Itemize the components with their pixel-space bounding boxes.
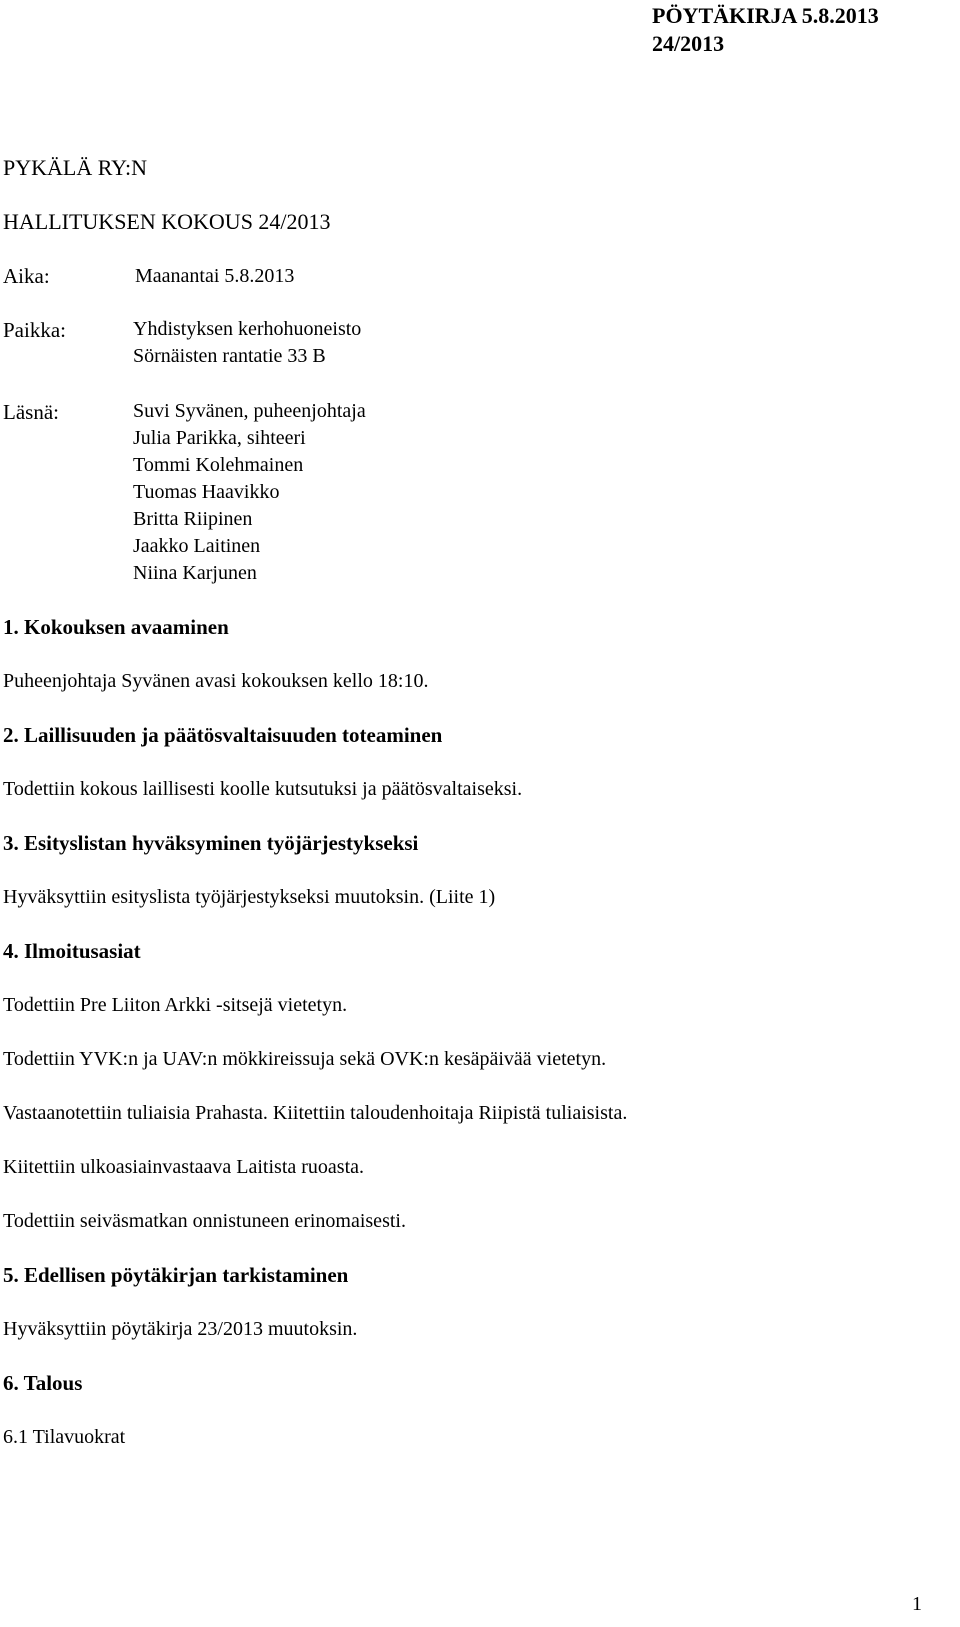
section-paragraph: Hyväksyttiin esityslista työjärjestykseksi muutoksin. (Liite 1) — [3, 886, 496, 908]
attendee: Tuomas Haavikko — [133, 481, 280, 503]
section-paragraph: 6.1 Tilavuokrat — [3, 1426, 126, 1448]
paikka-label: Paikka: — [3, 318, 66, 342]
lasna-label: Läsnä: — [3, 400, 59, 424]
paikka-line: Yhdistyksen kerhohuoneisto — [133, 318, 362, 340]
section-paragraph: Todettiin YVK:n ja UAV:n mökkireissuja sekä OVK:n kesäpäivää vietetyn. — [3, 1048, 607, 1070]
organization-name: PYKÄLÄ RY:N — [3, 155, 148, 180]
section-heading: 6. Talous — [3, 1371, 83, 1395]
paikka-line: Sörnäisten rantatie 33 B — [133, 345, 326, 367]
section-paragraph: Puheenjohtaja Syvänen avasi kokouksen kello 18:10. — [3, 670, 429, 692]
section-heading: 4. Ilmoitusasiat — [3, 939, 141, 963]
attendee: Suvi Syvänen, puheenjohtaja — [133, 400, 366, 422]
section-paragraph: Hyväksyttiin pöytäkirja 23/2013 muutoksin. — [3, 1318, 358, 1340]
section-paragraph: Todettiin seiväsmatkan onnistuneen erinomaisesti. — [3, 1210, 406, 1232]
attendee: Britta Riipinen — [133, 508, 253, 530]
attendee-list — [133, 398, 366, 587]
section-paragraph: Vastaanotettiin tuliaisia Prahasta. Kiitettiin taloudenhoitaja Riipistä tuliaisista. — [3, 1102, 628, 1124]
section-heading: 1. Kokouksen avaaminen — [3, 615, 229, 639]
document-number: 24/2013 — [652, 31, 725, 56]
section-heading: 5. Edellisen pöytäkirjan tarkistaminen — [3, 1263, 349, 1287]
section-paragraph: Kiitettiin ulkoasiainvastaava Laitista ruoasta. — [3, 1156, 365, 1178]
document-title: PÖYTÄKIRJA 5.8.2013 — [652, 3, 879, 28]
section-paragraph: Todettiin kokous laillisesti koolle kutsutuksi ja päätösvaltaiseksi. — [3, 778, 523, 800]
page-number: 1 — [912, 1593, 922, 1615]
meeting-title: HALLITUKSEN KOKOUS 24/2013 — [3, 209, 331, 234]
aika-label: Aika: — [3, 264, 50, 288]
attendee: Tommi Kolehmainen — [133, 454, 304, 476]
section-heading: 2. Laillisuuden ja päätösvaltaisuuden toteaminen — [3, 723, 443, 747]
section-heading: 3. Esityslistan hyväksyminen työjärjestykseksi — [3, 831, 419, 855]
attendee: Julia Parikka, sihteeri — [133, 427, 306, 449]
aika-value: Maanantai 5.8.2013 — [135, 265, 295, 287]
paikka-value — [133, 316, 361, 370]
section-paragraph: Todettiin Pre Liiton Arkki -sitsejä vietetyn. — [3, 994, 348, 1016]
attendee: Jaakko Laitinen — [133, 535, 261, 557]
attendee: Niina Karjunen — [133, 562, 257, 584]
